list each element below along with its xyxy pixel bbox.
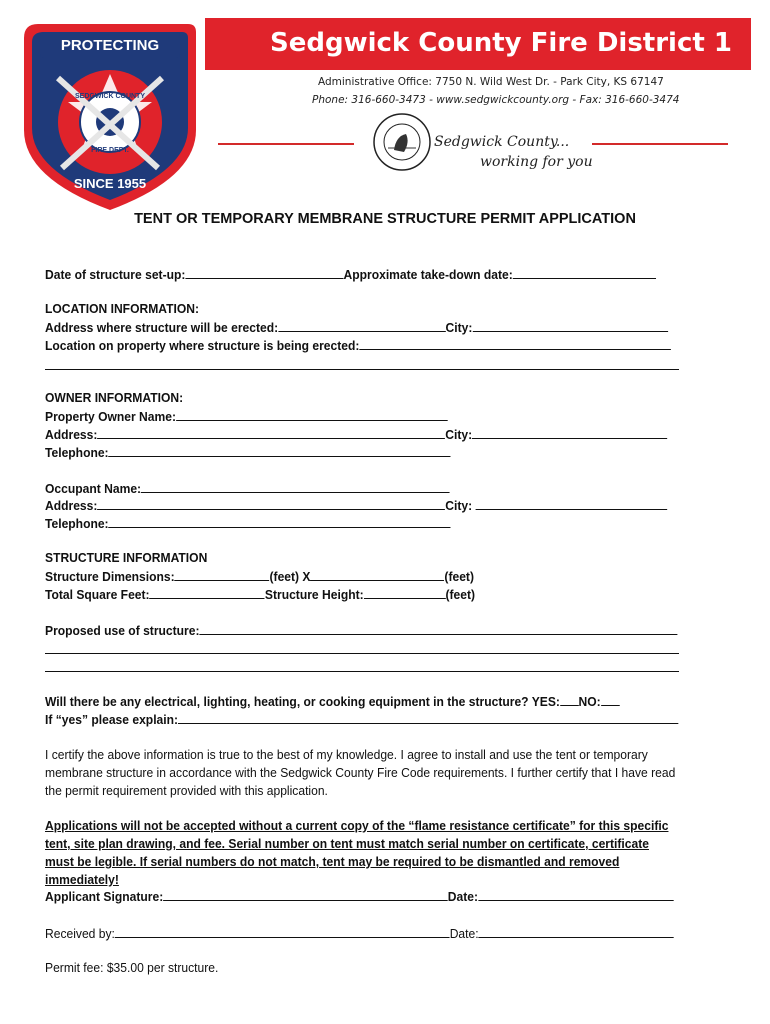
city-field[interactable]: [472, 319, 667, 332]
dimension-width-field[interactable]: [175, 568, 270, 581]
owner-city-label: City:: [445, 427, 473, 442]
badge-county-text: SEDGWICK COUNTY: [75, 93, 145, 100]
badge-bottom-text: SINCE 1955: [73, 176, 147, 191]
signature-date-label: Date:: [447, 889, 479, 904]
owner-telephone-label: Telephone:: [45, 445, 109, 460]
fire-district-badge: [18, 18, 202, 214]
signature-date-field[interactable]: [478, 888, 673, 901]
divider-left: [218, 143, 354, 145]
height-feet-label: (feet): [445, 587, 476, 602]
proposed-use-label: Proposed use of structure:: [45, 623, 200, 638]
location-property-row: [45, 337, 671, 353]
owner-telephone-row: [45, 444, 451, 460]
address-erected-field[interactable]: [278, 319, 445, 332]
city-label: City:: [445, 320, 473, 335]
proposed-use-line-2[interactable]: [45, 653, 679, 654]
proposed-use-row: [45, 622, 678, 638]
owner-address-label: Address:: [45, 427, 98, 442]
height-field[interactable]: [364, 586, 446, 599]
page-title: Sedgwick County Fire District 1: [270, 28, 732, 58]
form-title: TENT OR TEMPORARY MEMBRANE STRUCTURE PERMIT APPLICATION: [134, 211, 636, 227]
takedown-label: Approximate take-down date:: [343, 267, 513, 282]
location-extra-line[interactable]: [45, 369, 679, 370]
location-property-field[interactable]: [359, 337, 671, 350]
occupant-address-field[interactable]: [97, 497, 445, 510]
address-line: Administrative Office: 7750 N. Wild West Dr. - Park City, KS 67147: [318, 76, 664, 88]
received-by-field[interactable]: [115, 925, 450, 938]
dimensions-row: [45, 568, 474, 584]
owner-address-row: [45, 426, 667, 442]
no-field[interactable]: [601, 693, 620, 706]
occupant-address-row: [45, 497, 667, 513]
occupant-telephone-label: Telephone:: [45, 516, 109, 531]
occupant-name-label: Occupant Name:: [45, 481, 142, 496]
occupant-telephone-row: [45, 515, 451, 531]
tagline-1: Sedgwick County...: [434, 134, 570, 150]
occupant-name-row: [45, 480, 450, 496]
location-property-label: Location on property where structure is being erected:: [45, 338, 360, 353]
equipment-row: [45, 693, 619, 709]
received-date-label: Date:: [449, 926, 479, 941]
explain-label: If “yes” please explain:: [45, 712, 179, 727]
address-erected-label: Address where structure will be erected:: [45, 320, 279, 335]
occupant-name-field[interactable]: [141, 480, 450, 493]
permit-fee: Permit fee: $35.00 per structure.: [45, 960, 219, 975]
received-date-field[interactable]: [479, 925, 674, 938]
location-heading: LOCATION INFORMATION:: [45, 301, 200, 316]
feet-label: (feet): [444, 569, 474, 584]
phone-line: Phone: 316-660-3473 - www.sedgwickcounty.org - Fax: 316-660-3474: [312, 94, 680, 106]
tagline-2: working for you: [480, 154, 593, 170]
takedown-date-field[interactable]: [513, 266, 656, 279]
owner-city-field[interactable]: [472, 426, 667, 439]
badge-top-text: PROTECTING: [60, 37, 160, 54]
no-label: NO:: [578, 694, 601, 709]
occupant-city-label: City:: [445, 498, 476, 513]
square-feet-row: [45, 586, 475, 602]
proposed-use-line-3[interactable]: [45, 671, 679, 672]
signature-row: [45, 888, 673, 904]
yes-field[interactable]: [560, 693, 579, 706]
owner-heading: OWNER INFORMATION:: [45, 390, 184, 405]
height-label: Structure Height:: [264, 587, 364, 602]
received-by-label: Received by:: [45, 926, 115, 941]
signature-field[interactable]: [163, 888, 448, 901]
owner-name-label: Property Owner Name:: [45, 409, 177, 424]
setup-date-label: Date of structure set-up:: [45, 267, 186, 282]
dimension-length-field[interactable]: [311, 568, 445, 581]
occupant-telephone-field[interactable]: [109, 515, 451, 528]
warning-paragraph: Applications will not be accepted without a current copy of the “flame resistance certificate” for this specific tent, site plan drawing, and fee. Serial number on tent must match serial number on certificate, certificate must be legible. If serial numbers do not match, tent may be required to be dismantled and removed immediately!: [45, 818, 669, 887]
total-sqft-field[interactable]: [150, 586, 265, 599]
total-sqft-label: Total Square Feet:: [45, 587, 150, 602]
signature-label: Applicant Signature:: [45, 889, 164, 904]
occupant-city-field[interactable]: [475, 497, 667, 510]
occupant-address-label: Address:: [45, 498, 98, 513]
structure-heading: STRUCTURE INFORMATION: [45, 550, 208, 565]
feet-x-label: (feet) X: [269, 569, 311, 584]
dimensions-label: Structure Dimensions:: [45, 569, 175, 584]
divider-right: [592, 143, 728, 145]
certification-paragraph: I certify the above information is true to the best of my knowledge. I agree to install and use the tent or temporary membrane structure in accordance with the Sedgwick County Fire Code requirements. I further certify that I have read the permit requirement provided with this application.: [45, 747, 676, 798]
setup-row: [45, 266, 656, 282]
equipment-question: Will there be any electrical, lighting, heating, or cooking equipment in the structure? YES:: [45, 694, 560, 709]
received-row: [45, 925, 674, 941]
owner-name-field[interactable]: [176, 408, 448, 421]
badge-fire-text: FIRE DEPT.: [91, 147, 129, 154]
proposed-use-field[interactable]: [200, 622, 678, 635]
owner-telephone-field[interactable]: [109, 444, 451, 457]
explain-field[interactable]: [178, 711, 678, 724]
owner-address-field[interactable]: [97, 426, 445, 439]
explain-row: [45, 711, 678, 727]
owner-name-row: [45, 408, 448, 424]
address-erected-row: [45, 319, 668, 335]
county-seal-icon: [372, 112, 432, 172]
setup-date-field[interactable]: [185, 266, 343, 279]
